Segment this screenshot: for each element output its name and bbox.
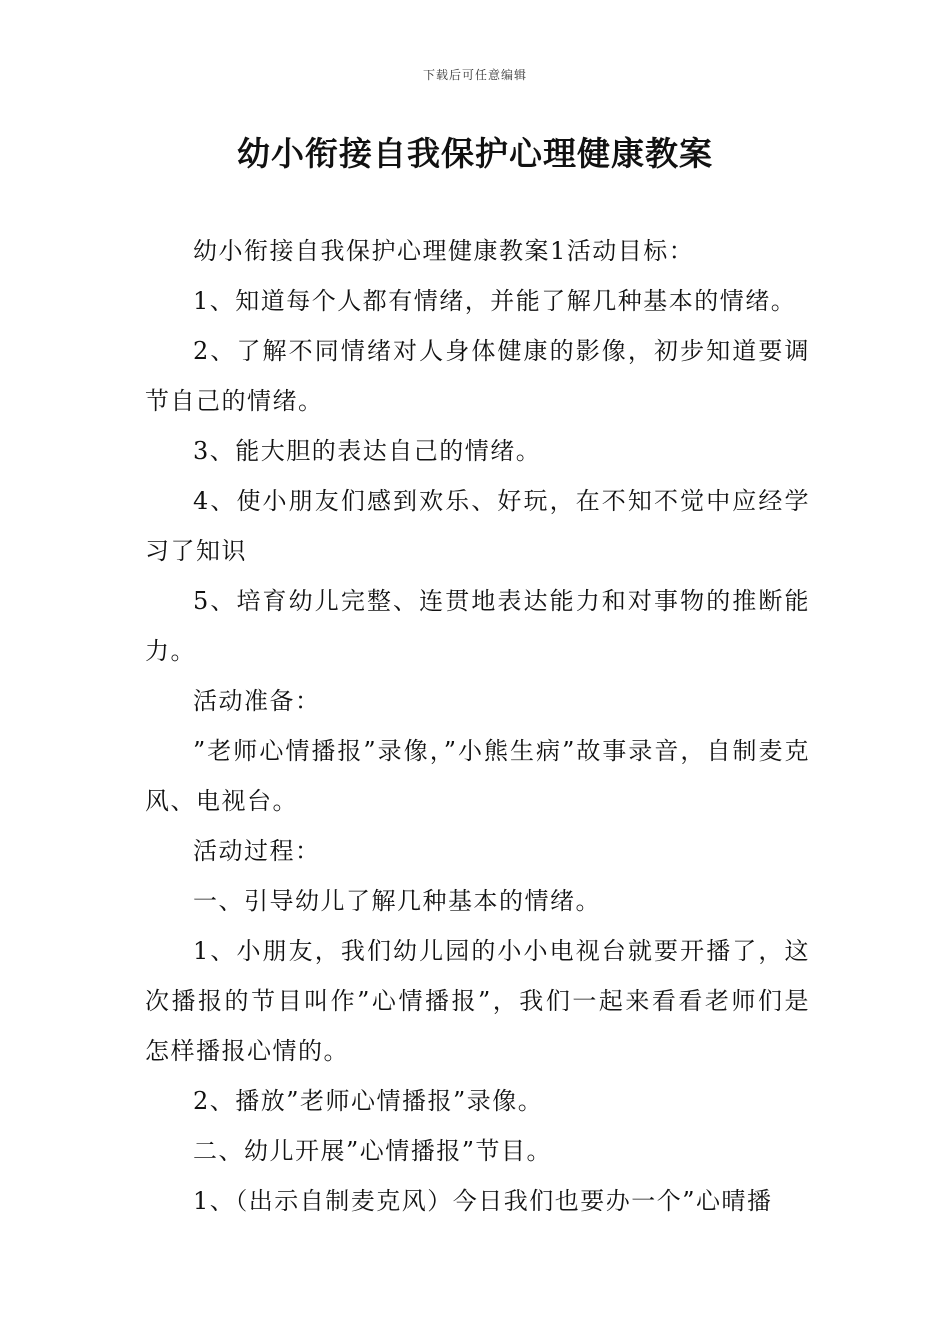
paragraph-step-1-1: 1、小朋友，我们幼儿园的小小电视台就要开播了，这次播报的节目叫作”心情播报”，我们一起来看看老师们是怎样播报心情的。 bbox=[145, 937, 810, 1065]
paragraph-goal-1: 1、知道每个人都有情绪，并能了解几种基本的情绪。 bbox=[193, 287, 797, 315]
paragraph-intro: 幼小衔接自我保护心理健康教案1活动目标： bbox=[193, 237, 695, 265]
paragraph-process-heading: 活动过程： bbox=[193, 837, 321, 865]
paragraph-preparation-heading: 活动准备： bbox=[193, 687, 321, 715]
paragraph-step-1: 一、引导幼儿了解几种基本的情绪。 bbox=[193, 887, 601, 915]
paragraph-goal-4: 4、使小朋友们感到欢乐、好玩，在不知不觉中应经学习了知识 bbox=[145, 487, 810, 565]
paragraph-step-1-2: 2、播放”老师心情播报”录像。 bbox=[193, 1087, 544, 1115]
paragraph-goal-5: 5、培育幼儿完整、连贯地表达能力和对事物的推断能力。 bbox=[145, 587, 810, 665]
paragraph-step-2: 二、幼儿开展”心情播报”节目。 bbox=[193, 1137, 553, 1165]
paragraph-preparation: ”老师心情播报”录像，”小熊生病”故事录音，自制麦克风、电视台。 bbox=[145, 737, 810, 815]
document-title: 幼小衔接自我保护心理健康教案 bbox=[237, 134, 713, 173]
header-note: 下载后可任意编辑 bbox=[422, 68, 527, 82]
paragraph-step-2-1: 1、（出示自制麦克风）今日我们也要办一个”心晴播 bbox=[193, 1187, 773, 1215]
document-body bbox=[145, 226, 810, 1226]
paragraph-goal-3: 3、能大胆的表达自己的情绪。 bbox=[193, 437, 542, 465]
paragraph-goal-2: 2、了解不同情绪对人身体健康的影像，初步知道要调节自己的情绪。 bbox=[145, 337, 810, 415]
